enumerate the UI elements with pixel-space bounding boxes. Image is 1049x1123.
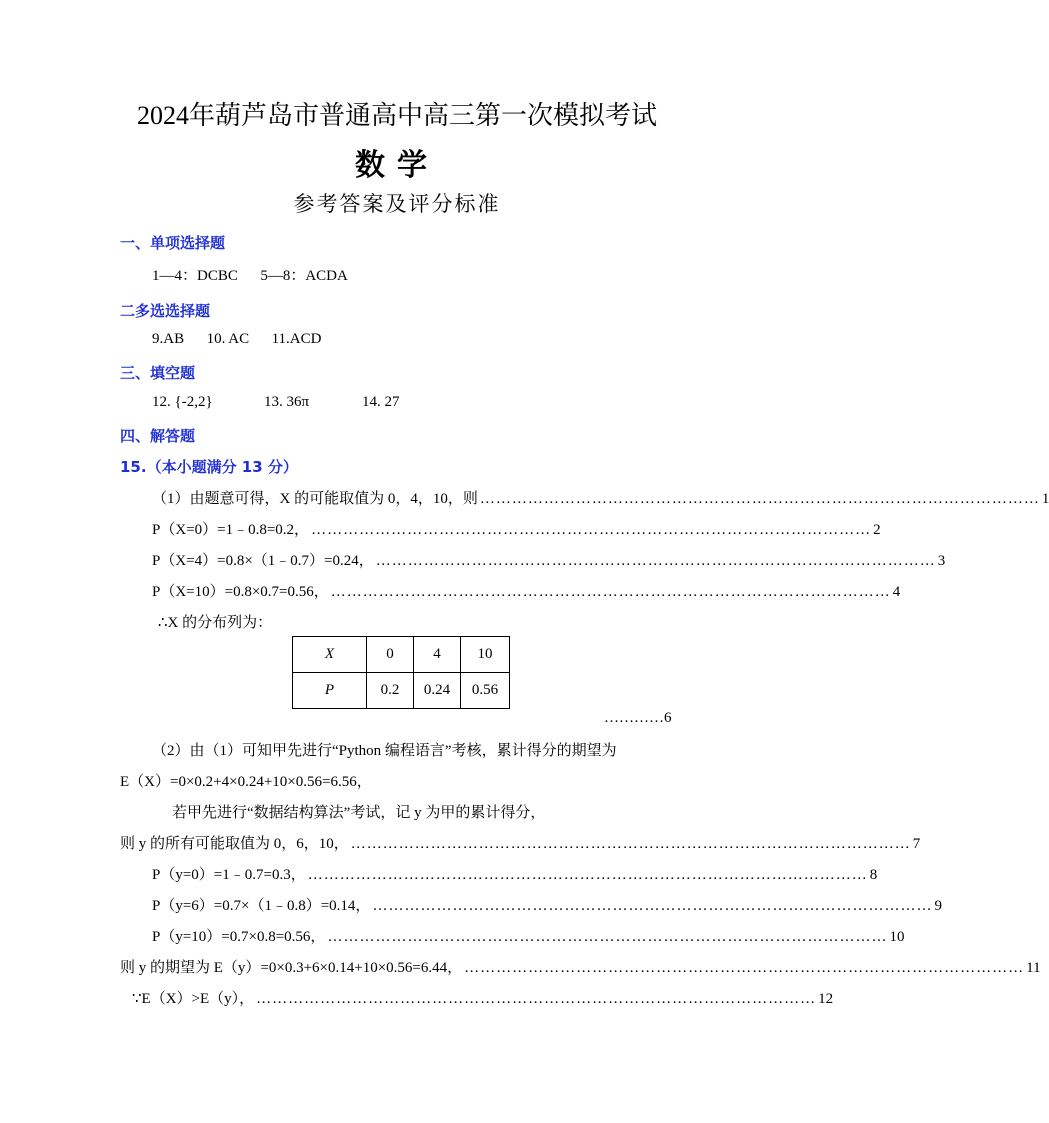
distribution-table	[292, 636, 510, 709]
step-text: 则 y 的所有可能取值为 0，6，10，	[120, 836, 349, 852]
score-point: 6	[664, 710, 672, 726]
score-point: 11	[1026, 960, 1041, 976]
dot-leader: ……………………………………………………………………………………………	[350, 836, 911, 852]
q15-step-10	[152, 925, 905, 946]
score-point: 1	[1041, 491, 1049, 507]
dot-leader: ……………………………………………………………………………………………	[311, 522, 872, 538]
score-point: 12	[818, 991, 834, 1007]
table-cell: 0.56	[461, 673, 510, 709]
step-text: （1）由题意可得，X 的可能取值为 0，4，10，则	[152, 491, 478, 507]
dot-leader: ……………………………………………………………………………………………	[256, 991, 817, 1007]
q15-step-4	[152, 580, 901, 601]
q15-step-1	[152, 487, 1049, 508]
table-row	[293, 673, 510, 709]
step-text: P（y=6）=0.7×（1﹣0.8）=0.14，	[152, 898, 371, 914]
score-point: 7	[912, 836, 921, 852]
score-point: 3	[937, 553, 946, 569]
page-title: 2024年葫芦岛市普通高中高三第一次模拟考试	[136, 101, 657, 130]
dot-leader: ……………………………………………………………………………………………	[307, 867, 868, 883]
table-cell: 0.24	[414, 673, 461, 709]
step-text: P（X=0）=1﹣0.8=0.2，	[152, 522, 310, 538]
part2-line-1: （2）由（1）可知甲先进行“Python 编程语言”考核，累计得分的期望为	[152, 743, 617, 759]
table-cell: P	[293, 673, 367, 709]
table-cell: 10	[461, 637, 510, 673]
question-15-heading: 15.（本小题满分 13 分）	[120, 458, 298, 476]
step-text: 则 y 的期望为 E（y）=0×0.3+6×0.14+10×0.56=6.44，	[120, 960, 463, 976]
q15-step-9	[152, 894, 942, 915]
step-text: P（y=10）=0.7×0.8=0.56，	[152, 929, 326, 945]
dot-leader: ……………………………………………………………………………………………	[464, 960, 1025, 976]
dot-leader: ……………………………………………………………………………………………	[375, 553, 936, 569]
answer-12: 12. {-2,2}	[152, 394, 213, 410]
score-point: 8	[869, 867, 878, 883]
answer-14: 14. 27	[362, 394, 400, 410]
table-cell: 0	[367, 637, 414, 673]
score-point: 10	[889, 929, 905, 945]
score-point: 2	[873, 522, 881, 538]
section-heading-multi-choice: 二多选选择题	[120, 302, 211, 320]
score-point: 9	[934, 898, 942, 914]
distribution-intro: ∴X 的分布列为：	[158, 615, 273, 631]
table-cell: X	[293, 637, 367, 673]
part2-line-3: 若甲先进行“数据结构算法”考试，记 y 为甲的累计得分，	[172, 805, 546, 821]
dot-leader: ……………………………………………………………………………………………	[330, 584, 891, 600]
part2-line-2: E（X）=0×0.2+4×0.24+10×0.56=6.56，	[120, 774, 372, 790]
q15-step-7	[120, 832, 921, 853]
subject-title: 数学	[355, 148, 439, 183]
score-point-6	[604, 710, 672, 727]
dot-leader: ……………………………………………………………………………………………	[479, 491, 1040, 507]
step-text: P（X=10）=0.8×0.7=0.56，	[152, 584, 329, 600]
answer-13: 13. 36π	[264, 394, 310, 410]
section-heading-solutions: 四、解答题	[120, 427, 196, 445]
q15-step-12	[132, 987, 834, 1008]
q15-step-8	[152, 863, 878, 884]
table-row	[293, 637, 510, 673]
table-cell: 0.2	[367, 673, 414, 709]
dot-leader: ……………………………………………………………………………………………	[327, 929, 888, 945]
table-cell: 4	[414, 637, 461, 673]
page-subtitle: 参考答案及评分标准	[293, 192, 501, 216]
single-choice-answers: 1—4：DCBC 5—8：ACDA	[152, 268, 348, 284]
dot-leader: ……………………………………………………………………………………………	[372, 898, 933, 914]
q15-step-2	[152, 518, 881, 539]
step-text: P（y=0）=1﹣0.7=0.3，	[152, 867, 306, 883]
section-heading-single-choice: 一、单项选择题	[120, 234, 226, 252]
section-heading-fill-blank: 三、填空题	[120, 364, 196, 382]
step-text: ∵E（X）>E（y），	[132, 991, 255, 1007]
step-text: P（X=4）=0.8×（1﹣0.7）=0.24，	[152, 553, 374, 569]
score-point: 4	[892, 584, 901, 600]
q15-step-3	[152, 549, 946, 570]
multi-choice-answers: 9.AB 10. AC 11.ACD	[152, 331, 322, 347]
dot-leader: …………	[604, 710, 664, 726]
q15-step-11	[120, 956, 1041, 977]
